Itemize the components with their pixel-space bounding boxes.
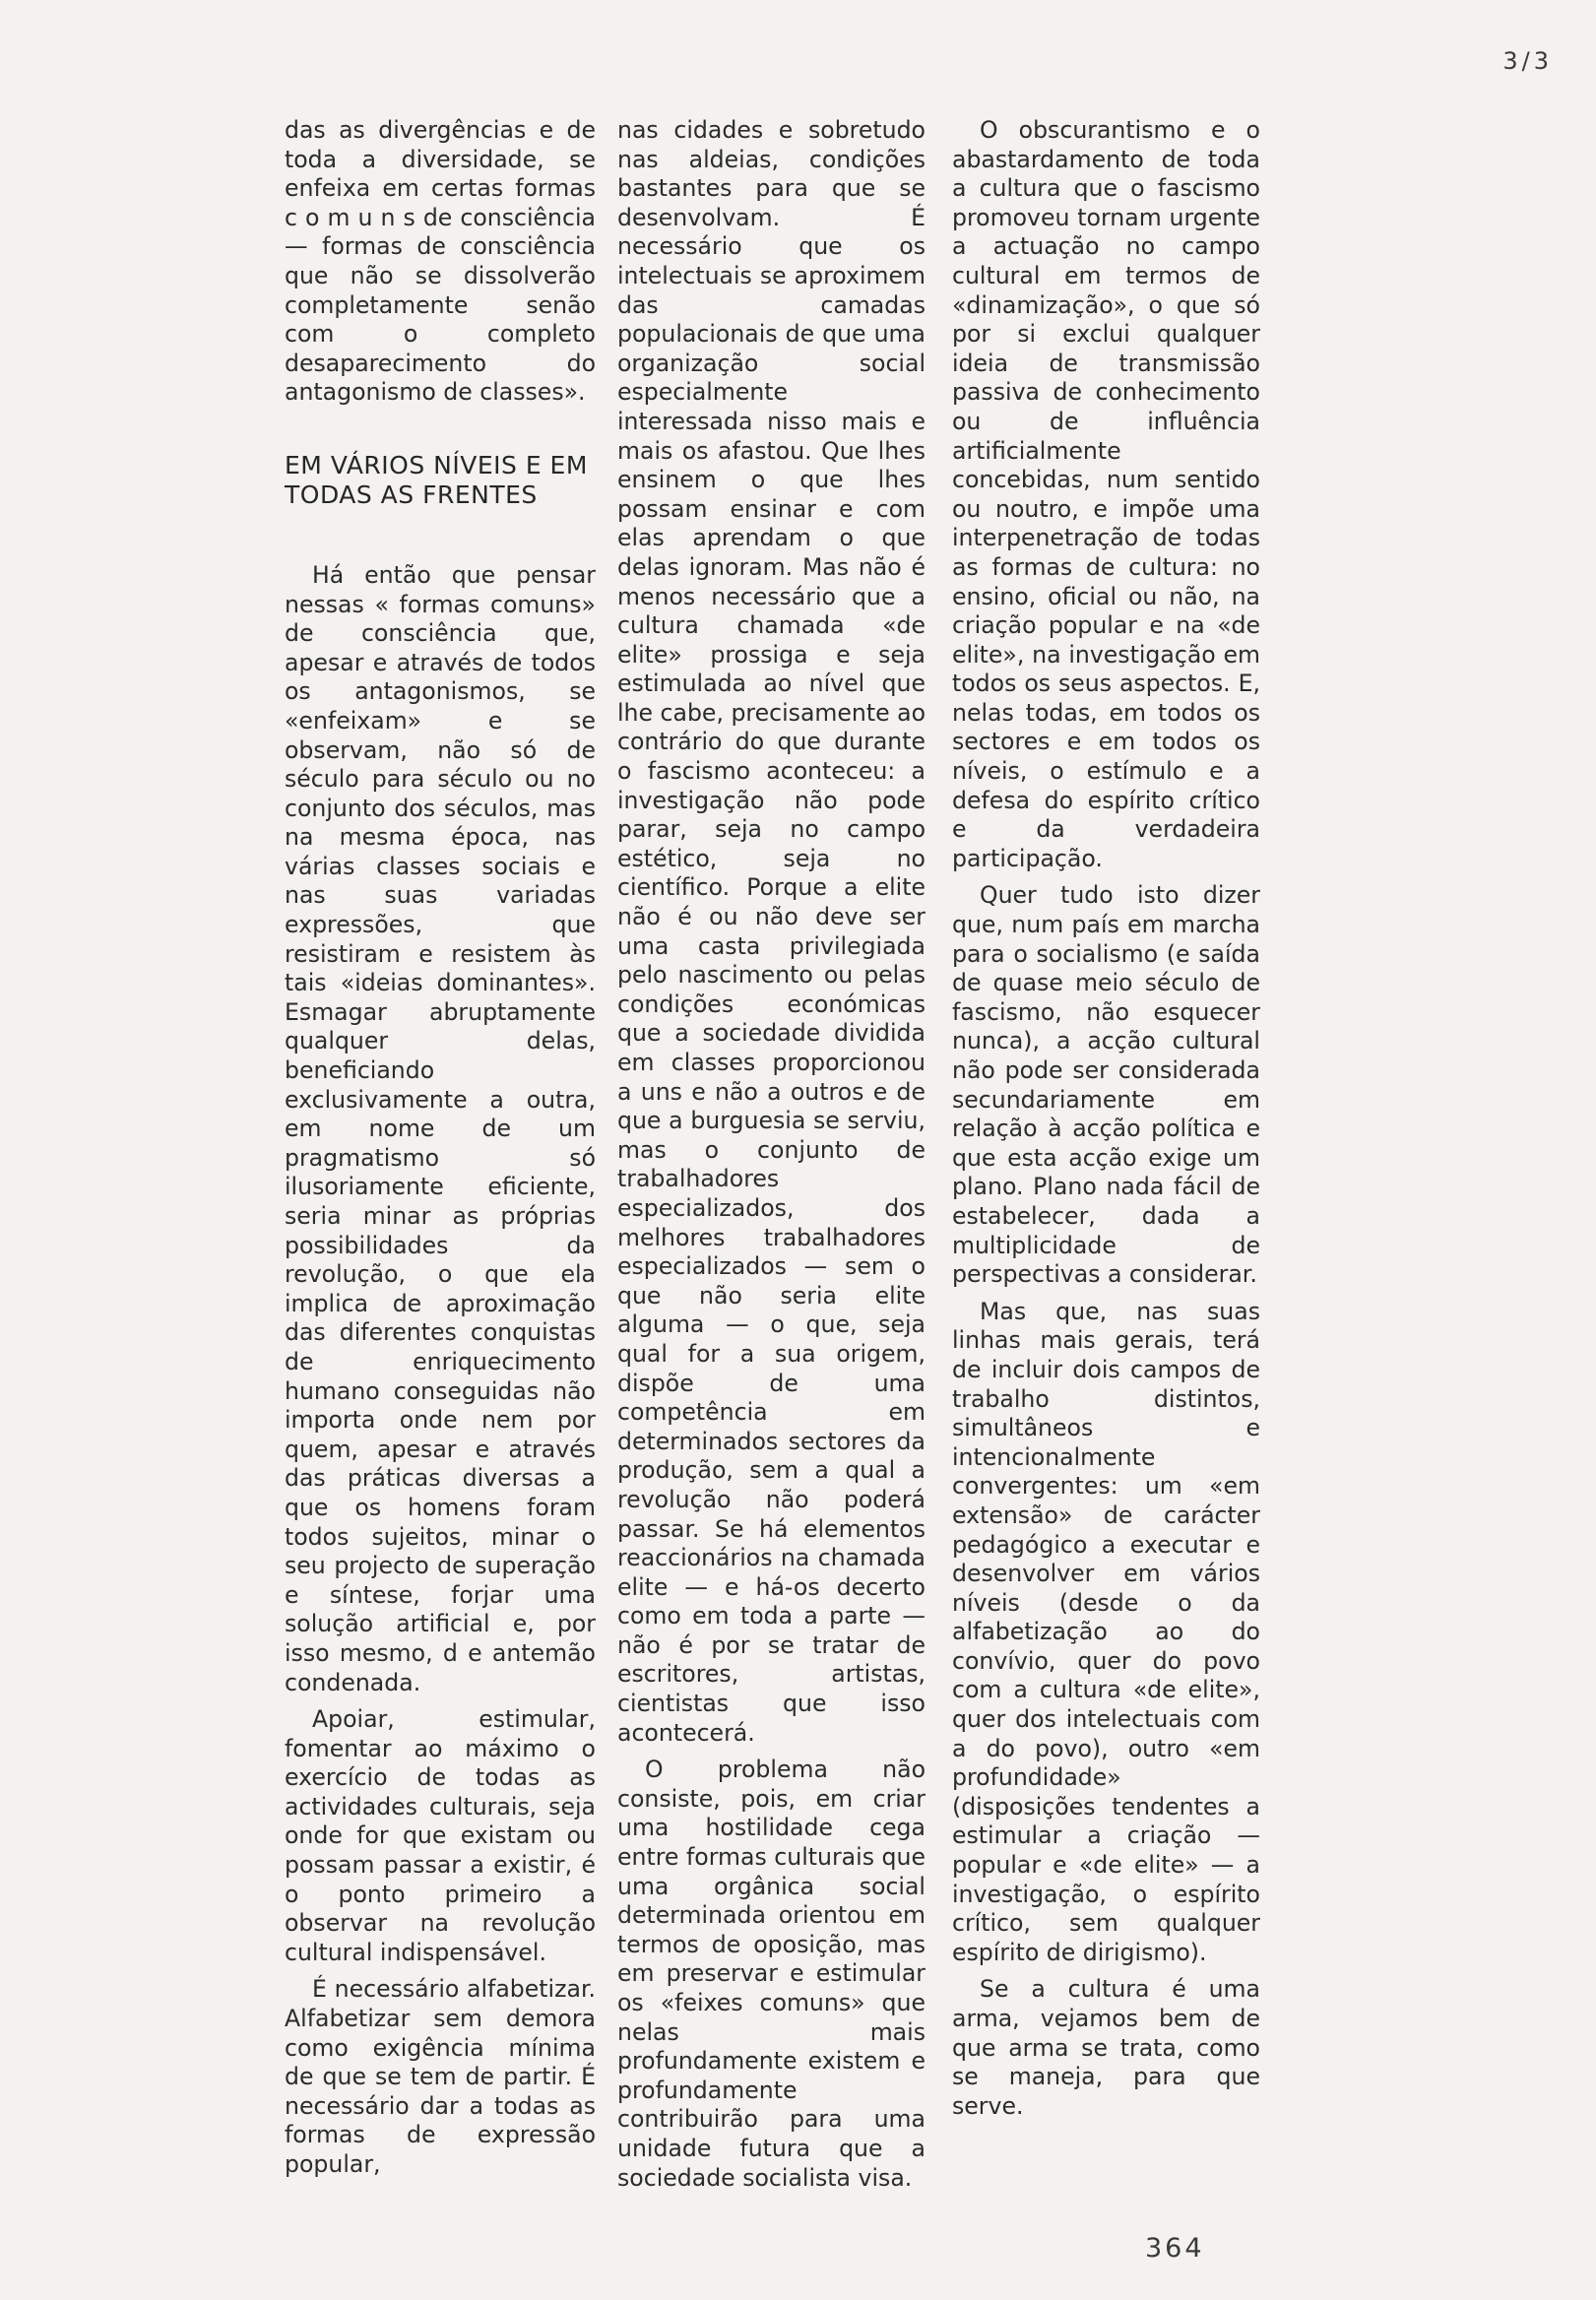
paragraph: Mas que, nas suas linhas mais gerais, terá de incluir dois campos de trabalho distintos, simultâneos e intencionalmente convergentes: um «em extensão» de carácter pedagógico a executar e desenvolver em vários níveis (desde o da alfabetização ao do convívio, quer do povo com a cultura «de elite», quer dos intelectuais com a do povo), outro «em profundidade» (disposições tendentes a estimular a criação — popular e «de elite» — a investigação, o espírito crítico, sem qualquer espírito de dirigismo). (952, 1297, 1260, 1966)
paragraph: O obscurantismo e o abastardamento de toda a cultura que o fascismo promoveu tornam urgente a actuação no campo cultural em termos de «dinamização», o que só por si exclui qualquer ideia de transmissão passiva de conhecimento ou de influência artificialmente concebidas, num sentido ou noutro, e impõe uma interpenetração de todas as formas de cultura: no ensino, oficial ou não, na criação popular e na «de elite», na investigação em todos os seus aspectos. E, nelas todas, em todos os sectores e em todos os níveis, o estímulo e a defesa do espírito crítico e da verdadeira participação. (952, 116, 1260, 872)
paragraph: O problema não consiste, pois, em criar uma hostilidade cega entre formas culturais que uma orgânica social determinada orientou em termos de oposição, mas em preservar e estimular os «feixes comuns» que nelas mais profundamente existem e profundamente contribuirão para uma unidade futura que a sociedade socialista visa. (617, 1756, 926, 2192)
text-column-1 (285, 116, 596, 2188)
paragraph: nas cidades e sobretudo nas aldeias, condições bastantes para que se desenvolvam. É necessário que os intelectuais se aproximem das camadas populacionais de que uma organização social especialmente interessada nisso mais e mais os afastou. Que lhes ensinem o que lhes possam ensinar e com elas aprendam o que delas ignoram. Mas não é menos necessário que a cultura chamada «de elite» prossiga e seja estimulada ao nível que lhe cabe, precisamente ao contrário do que durante o fascismo aconteceu: a investigação não pode parar, seja no campo estético, seja no científico. Porque a elite não é ou não deve ser uma casta privilegiada pelo nascimento ou pelas condições económicas que a sociedade dividida em classes proporcionou a uns e não a outros e de que a burguesia se serviu, mas o conjunto de trabalhadores especializados, dos melhores trabalhadores especializados — sem o que não seria elite alguma — o que, seja qual for a sua origem, dispõe de uma competência em determinados sectores da produção, sem a qual a revolução não poderá passar. Se há elementos reaccionários na chamada elite — e há-os decerto como em toda a parte — não é por se tratar de escritores, artistas, cientistas que isso acontecerá. (617, 116, 926, 1747)
text-column-3 (952, 116, 1260, 2129)
text-column-2 (617, 116, 926, 2201)
paragraph: das as divergências e de toda a diversidade, se enfeixa em certas formas c o m u n s de consciência — formas de consciência que não se dissolverão completamente senão com o completo desaparecimento do antagonismo de classes». (285, 116, 596, 407)
paragraph: Se a cultura é uma arma, vejamos bem de que arma se trata, como se maneja, para que serve. (952, 1975, 1260, 2120)
paragraph: É necessário alfabetizar. Alfabetizar sem demora como exigência mínima de que se tem de partir. É necessário dar a todas as formas de expressão popular, (285, 1975, 596, 2178)
paragraph: Quer tudo isto dizer que, num país em marcha para o socialismo (e saída de quase meio século de fascismo, não esquecer nunca), a acção cultural não pode ser considerada secundariamente em relação à acção política e que esta acção exige um plano. Plano nada fácil de estabelecer, dada a multiplicidade de perspectivas a considerar. (952, 881, 1260, 1289)
section-heading: EM VÁRIOS NÍVEIS E EM TODAS AS FRENTES (285, 450, 588, 509)
page-mark: 3/3 (1502, 47, 1553, 75)
paragraph: Há então que pensar nessas « formas comuns» de consciência que, apesar e através de todos os antagonismos, se «enfeixam» e se observam, não só de século para século ou no conjunto dos séculos, mas na mesma época, nas várias classes sociais e nas suas variadas expressões, que resistiram e resistem às tais «ideias dominantes». Esmagar abruptamente qualquer delas, beneficiando exclusivamente a outra, em nome de um pragmatismo só ilusoriamente eficiente, seria minar as próprias possibilidades da revolução, o que ela implica de aproximação das diferentes conquistas de enriquecimento humano conseguidas não importa onde nem por quem, apesar e através das práticas diversas a que os homens foram todos sujeitos, minar o seu projecto de superação e síntese, forjar uma solução artificial e, por isso mesmo, d e antemão condenada. (285, 560, 596, 1696)
paragraph: Apoiar, estimular, fomentar ao máximo o exercício de todas as actividades culturais, seja onde for que existam ou possam passar a existir, é o ponto primeiro a observar na revolução cultural indispensável. (285, 1705, 596, 1966)
page-number: 364 (1145, 2233, 1205, 2264)
